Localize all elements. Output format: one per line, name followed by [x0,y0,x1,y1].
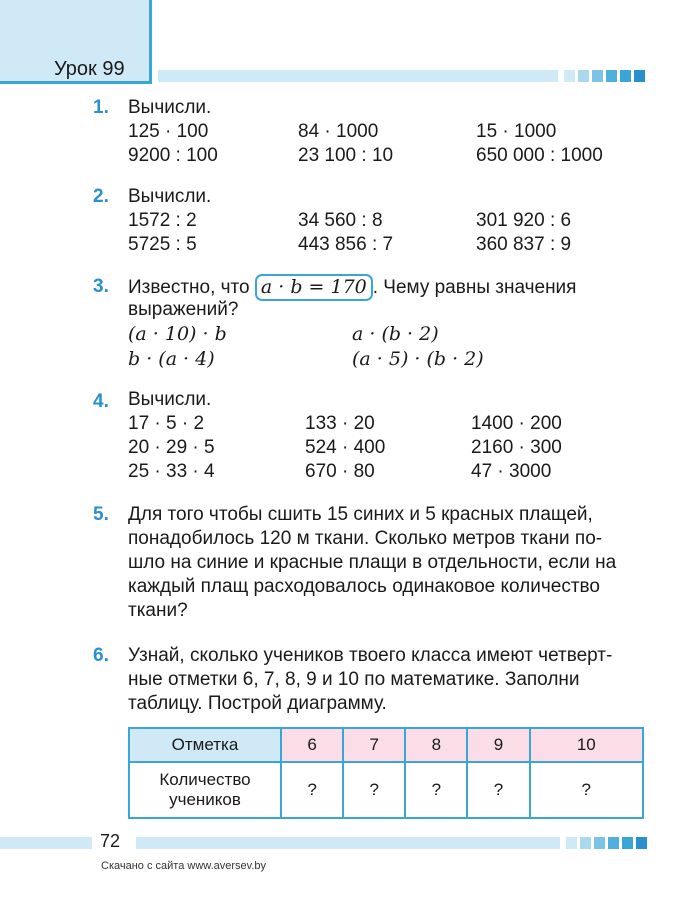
expression: 34 560 : 8 [298,210,383,231]
task-number: 2. [93,186,109,207]
expression: 125 · 100 [128,121,209,142]
expression: 17 · 5 · 2 [128,413,205,434]
decor-square [622,837,633,849]
grades-table [128,727,644,819]
grade-cell: 10 [530,728,643,762]
decor-square [636,837,647,849]
decor-square [608,837,619,849]
expression: 670 · 80 [305,461,375,482]
expression: 133 · 20 [305,413,375,434]
expression: b · (a · 4) [128,348,215,370]
task-3-line2: выражений? [128,299,239,320]
row-label-grade: Отметка [129,728,281,762]
expression: (a · 10) · b [128,323,227,345]
problem-line: ные отметки 6, 7, 8, 9 и 10 по математике. Заполни [128,669,580,690]
page-number: 72 [100,831,121,851]
decor-square [594,837,605,849]
decor-square [578,70,589,82]
table-row [129,728,643,762]
grade-cell: 8 [405,728,467,762]
decor-square [634,70,645,82]
count-cell: ? [530,762,643,818]
top-decorative-bar [158,70,558,82]
problem-line: таблицу. Построй диаграмму. [128,693,387,714]
count-cell: ? [467,762,529,818]
count-cell: ? [343,762,405,818]
problem-line: каждый плащ расходовалось одинаковое количество [128,576,600,597]
expression: 443 856 : 7 [298,234,394,255]
problem-line: шло на синие и красные плащи в отдельности, если на [128,552,617,573]
table-row [129,762,643,818]
expression: 1400 · 200 [471,413,562,434]
count-cell: ? [281,762,343,818]
task-number: 3. [93,276,109,297]
row-label-line: учеников [169,790,241,809]
expression: (a · 5) · (b · 2) [352,348,484,370]
lesson-title: Урок 99 [54,58,125,80]
row-label-line: Количество [159,770,251,789]
problem-line: Для того чтобы сшить 15 синих и 5 красных плащей, [128,504,593,525]
expression: 23 100 : 10 [298,145,394,166]
expression: 9200 : 100 [128,145,218,166]
task-6-text [128,644,648,716]
decor-square [606,70,617,82]
expression: 360 837 : 9 [476,234,572,255]
count-cell: ? [405,762,467,818]
given-condition: a · b = 170 [260,276,367,298]
task-number: 4. [93,391,109,412]
source-footer: Скачано с сайта www.aversev.by [101,860,267,872]
expression: 15 · 1000 [476,121,557,142]
word-problem [128,503,648,623]
row-label-count [129,762,281,818]
task-number: 5. [93,504,109,525]
problem-line: понадобилось 120 м ткани. Сколько метров ткани по- [128,528,603,549]
decor-square [580,837,591,849]
task-question: . Чему равны значения [372,277,577,298]
expression: a · (b · 2) [352,323,439,345]
expression: 2160 · 300 [471,437,562,458]
problem-line: Узнай, сколько учеников твоего класса имеют четверт- [128,645,613,666]
expression: 5725 : 5 [128,234,197,255]
grade-cell: 9 [467,728,529,762]
decor-square [564,70,575,82]
expression: 84 · 1000 [298,121,379,142]
expression: 650 000 : 1000 [476,145,603,166]
problem-line: ткани? [128,600,188,621]
task-number: 1. [93,97,109,118]
task-title: Вычисли. [128,389,212,410]
expression: 1572 : 2 [128,210,197,231]
grade-cell: 6 [281,728,343,762]
decor-square [592,70,603,82]
expression: 25 · 33 · 4 [128,461,215,482]
task-title: Вычисли. [128,186,212,207]
decor-square [620,70,631,82]
task-number: 6. [93,645,109,666]
grade-cell: 7 [343,728,405,762]
decor-square [566,837,577,849]
expression: 20 · 29 · 5 [128,437,215,458]
given-condition-box [255,274,373,301]
bottom-decorative-bar [136,837,560,849]
task-intro: Известно, что [128,277,250,298]
expression: 301 920 : 6 [476,210,572,231]
task-3-line1 [128,274,576,301]
expression: 47 · 3000 [471,461,552,482]
bottom-decorative-bar [0,837,92,849]
expression: 524 · 400 [305,437,386,458]
task-title: Вычисли. [128,97,212,118]
